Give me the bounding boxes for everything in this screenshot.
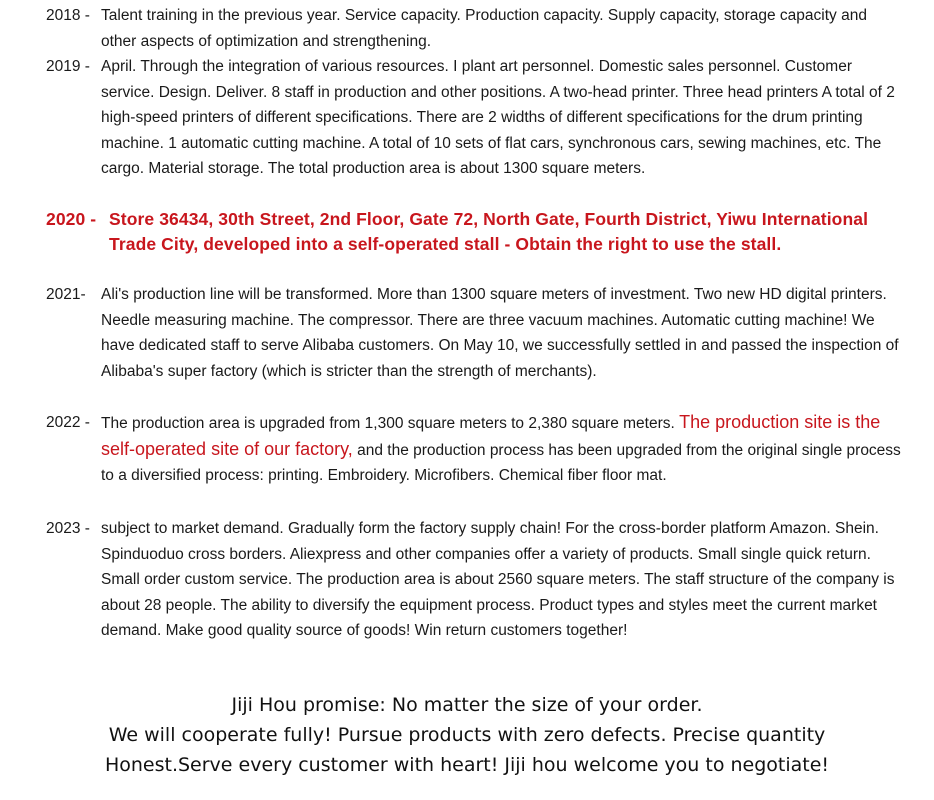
timeline-entry-2023 xyxy=(46,516,906,644)
timeline-text: subject to market demand. Gradually form the factory supply chain! For the cross-border platform Amazon. Shein. Spinduoduo cross borders. Aliexpress and other companies offer a variety of products. Small single quick return. Small order custom service. The production area is about 2560 square meters. The staff structure of the company is about 28 people. The ability to diversify the equipment process. Product types and styles meet the current market demand. Make good quality source of goods! Win return customers together! xyxy=(101,520,895,639)
promise-statement xyxy=(0,690,934,780)
timeline-year: 2023 - xyxy=(46,520,95,537)
timeline-entry-2021 xyxy=(46,282,906,384)
timeline-text-before: The production area is upgraded from 1,300 square meters to 2,380 square meters. xyxy=(101,415,680,432)
timeline-text: Ali's production line will be transformed. More than 1300 square meters of investment. Two new HD digital printers. Needle measuring machine. The compressor. There are three vacuum machines. Automatic cutting machine! We have dedicated staff to serve Alibaba customers. On May 10, we successfully settled in and passed the inspection of Alibaba's super factory (which is stricter than the strength of merchants). xyxy=(101,286,899,380)
promise-line-1: Jiji Hou promise: No matter the size of your order. xyxy=(231,694,703,716)
timeline-year: 2022 - xyxy=(46,414,95,431)
timeline-text xyxy=(46,410,906,489)
timeline-year: 2021- xyxy=(46,286,90,303)
timeline-entry-2018 xyxy=(46,3,906,54)
timeline-highlight: The production site is the self-operated site of our factory, xyxy=(101,412,881,459)
timeline-year: 2018 - xyxy=(46,7,95,24)
promise-line-3: Honest.Serve every customer with heart! Jiji hou welcome you to negotiate! xyxy=(104,754,830,776)
timeline-entry-2019 xyxy=(46,54,906,182)
timeline-text: Talent training in the previous year. Service capacity. Production capacity. Supply capacity, storage capacity and other aspects of optimization and strengthening. xyxy=(101,7,867,50)
promise-line-2: We will cooperate fully! Pursue products with zero defects. Precise quantity xyxy=(108,724,826,746)
timeline-entry-2022 xyxy=(46,410,906,489)
timeline-year: 2020 - xyxy=(46,209,102,229)
timeline-year: 2019 - xyxy=(46,58,95,75)
timeline-entry-2020 xyxy=(46,207,906,257)
timeline-text: Store 36434, 30th Street, 2nd Floor, Gate 72, North Gate, Fourth District, Yiwu International Trade City, developed into a self-operated stall - Obtain the right to use the stall. xyxy=(109,209,869,254)
timeline-text-after: and the production process has been upgraded from the original single process to a diversified process: printing. Embroidery. Microfibers. Chemical fiber floor mat. xyxy=(101,441,901,484)
timeline-text: April. Through the integration of various resources. I plant art personnel. Domestic sales personnel. Customer service. Design. Deliver. 8 staff in production and other positions. A two-head printer. Three head printers A total of 2 high-speed printers of different specifications. There are 2 widths of different specifications for the drum printing machine. 1 automatic cutting machine. A total of 10 sets of flat cars, synchronous cars, sewing machines, etc. The cargo. Material storage. The total production area is about 1300 square meters. xyxy=(101,58,895,177)
